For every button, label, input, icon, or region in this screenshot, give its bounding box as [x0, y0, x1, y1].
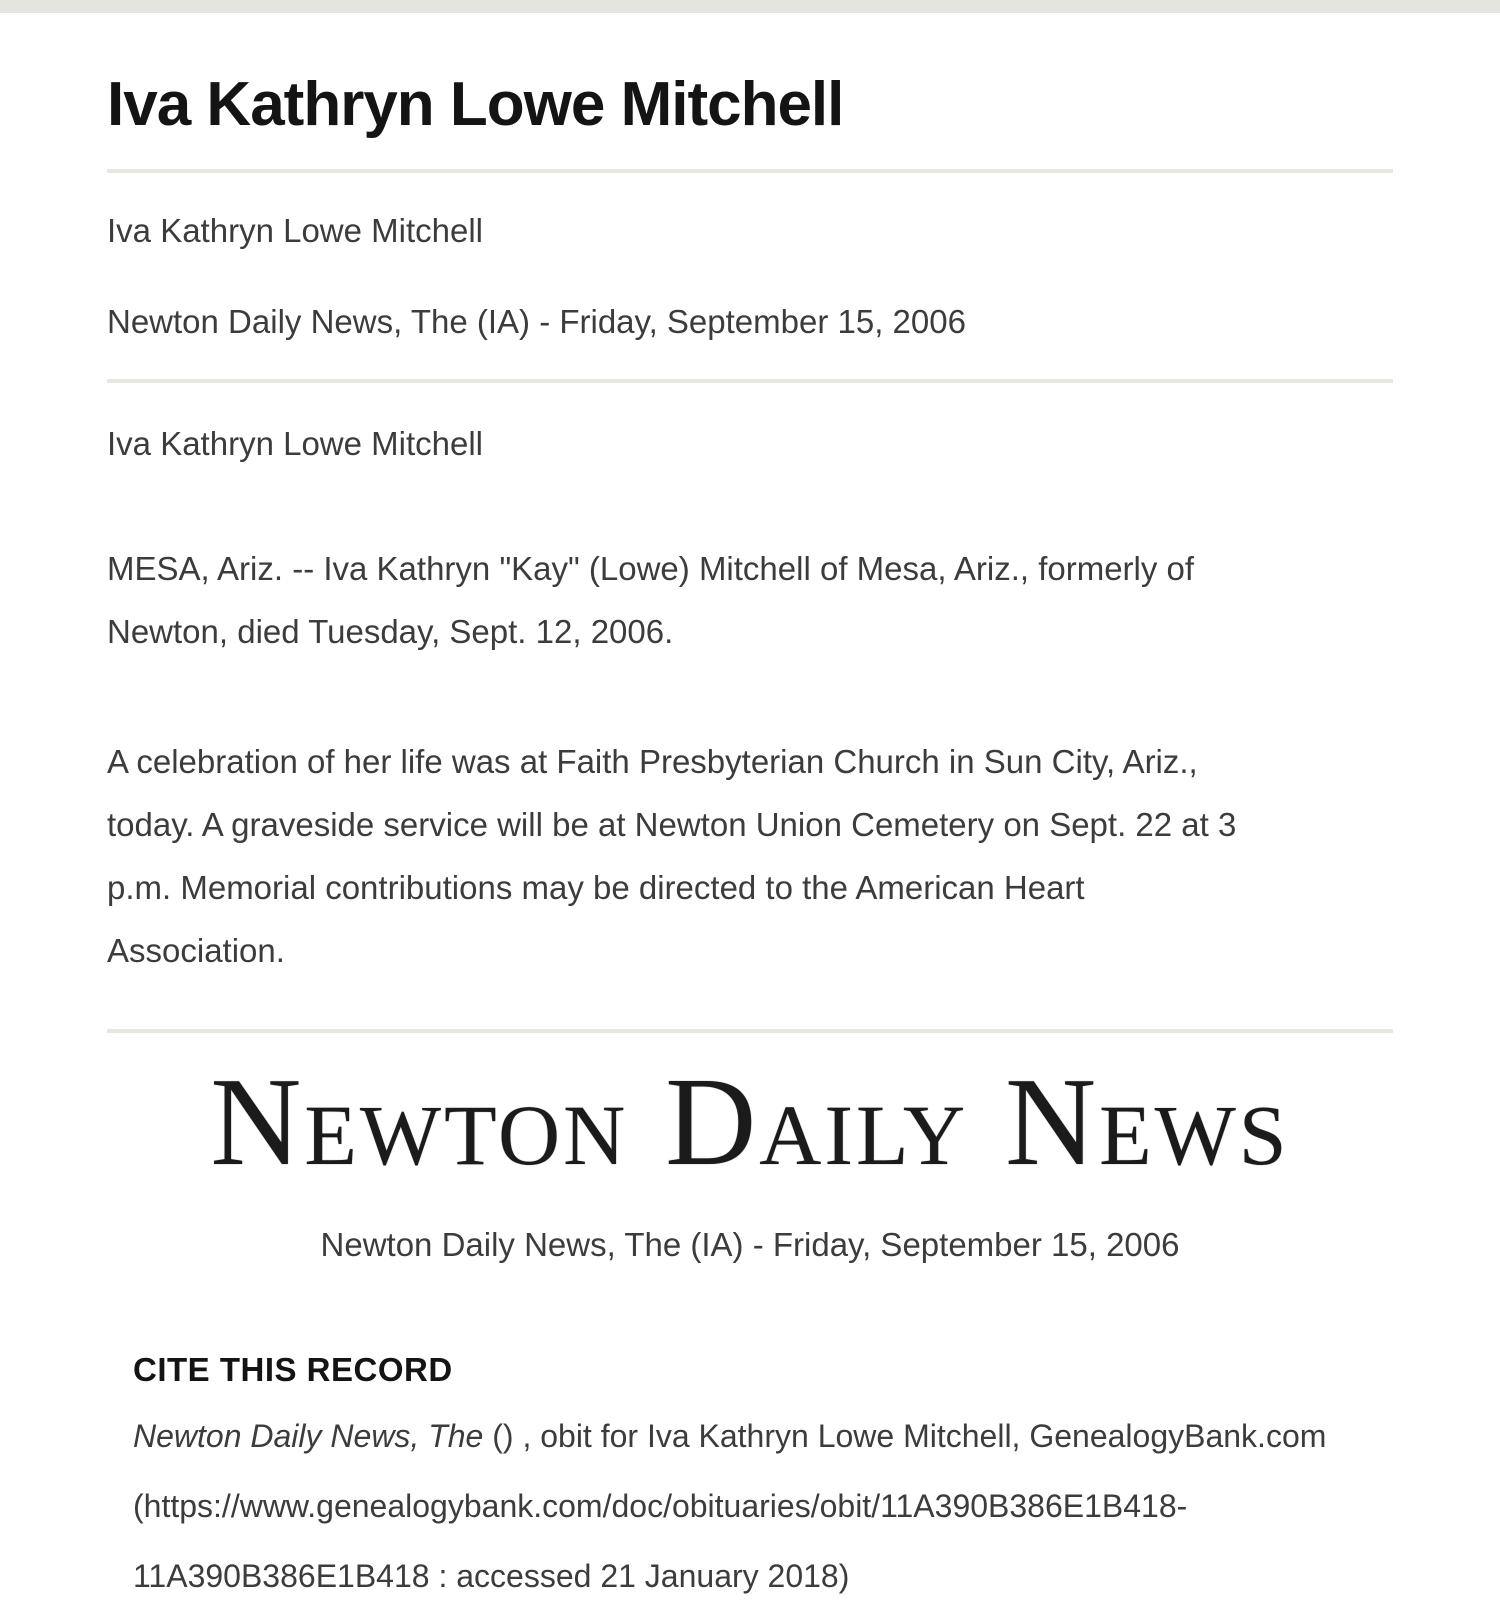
obituary-text-line: today. A graveside service will be at Newton Union Cemetery on Sept. 22 at 3: [107, 806, 1237, 843]
divider: [107, 169, 1393, 173]
logo-letters: AILY: [759, 1087, 969, 1183]
citation-access-line: 11A390B386E1B418 : accessed 21 January 2018): [133, 1558, 850, 1594]
logo-word: [1005, 1053, 1290, 1192]
top-accent-bar: [0, 0, 1500, 13]
obituary-text-line: p.m. Memorial contributions may be directed to the American Heart: [107, 869, 1085, 906]
obituary-text-line: Association.: [107, 932, 285, 969]
logo-word: [210, 1053, 629, 1192]
cite-record-heading: CITE THIS RECORD: [133, 1351, 453, 1388]
record-source-line: Newton Daily News, The (IA) - Friday, September 15, 2006: [107, 303, 966, 340]
logo-letter: N: [1005, 1053, 1100, 1192]
obituary-text-line: A celebration of her life was at Faith Presbyterian Church in Sun City, Ariz.,: [107, 743, 1198, 780]
obituary-text-line: MESA, Ariz. -- Iva Kathryn "Kay" (Lowe) Mitchell of Mesa, Ariz., formerly of: [107, 550, 1195, 587]
newspaper-masthead-image: [107, 1033, 1393, 1213]
record-page: [107, 66, 1393, 1611]
citation-line-rest: () , obit for Iva Kathryn Lowe Mitchell, GenealogyBank.com: [483, 1418, 1327, 1454]
citation-work-title: Newton Daily News, The: [133, 1418, 484, 1454]
page-title: Iva Kathryn Lowe Mitchell: [107, 70, 844, 139]
record-person-name: Iva Kathryn Lowe Mitchell: [107, 212, 484, 249]
logo-letter: N: [210, 1053, 305, 1192]
logo-letters: EWS: [1099, 1087, 1290, 1183]
obituary-title: Iva Kathryn Lowe Mitchell: [107, 425, 484, 462]
logo-letters: EWTON: [304, 1087, 629, 1183]
newspaper-logo-text: [210, 1051, 1289, 1195]
logo-letter: D: [665, 1053, 760, 1192]
divider: [107, 379, 1393, 383]
masthead-caption: Newton Daily News, The (IA) - Friday, September 15, 2006: [320, 1226, 1180, 1263]
citation-line: [133, 1401, 1393, 1471]
logo-word: [665, 1053, 969, 1192]
obituary-paragraph: [107, 730, 1393, 982]
citation-url-line: (https://www.genealogybank.com/doc/obituaries/obit/11A390B386E1B418-: [133, 1488, 1188, 1524]
obituary-paragraph: [107, 537, 1393, 663]
citation-block: [133, 1401, 1393, 1611]
obituary-text-line: Newton, died Tuesday, Sept. 12, 2006.: [107, 613, 674, 650]
